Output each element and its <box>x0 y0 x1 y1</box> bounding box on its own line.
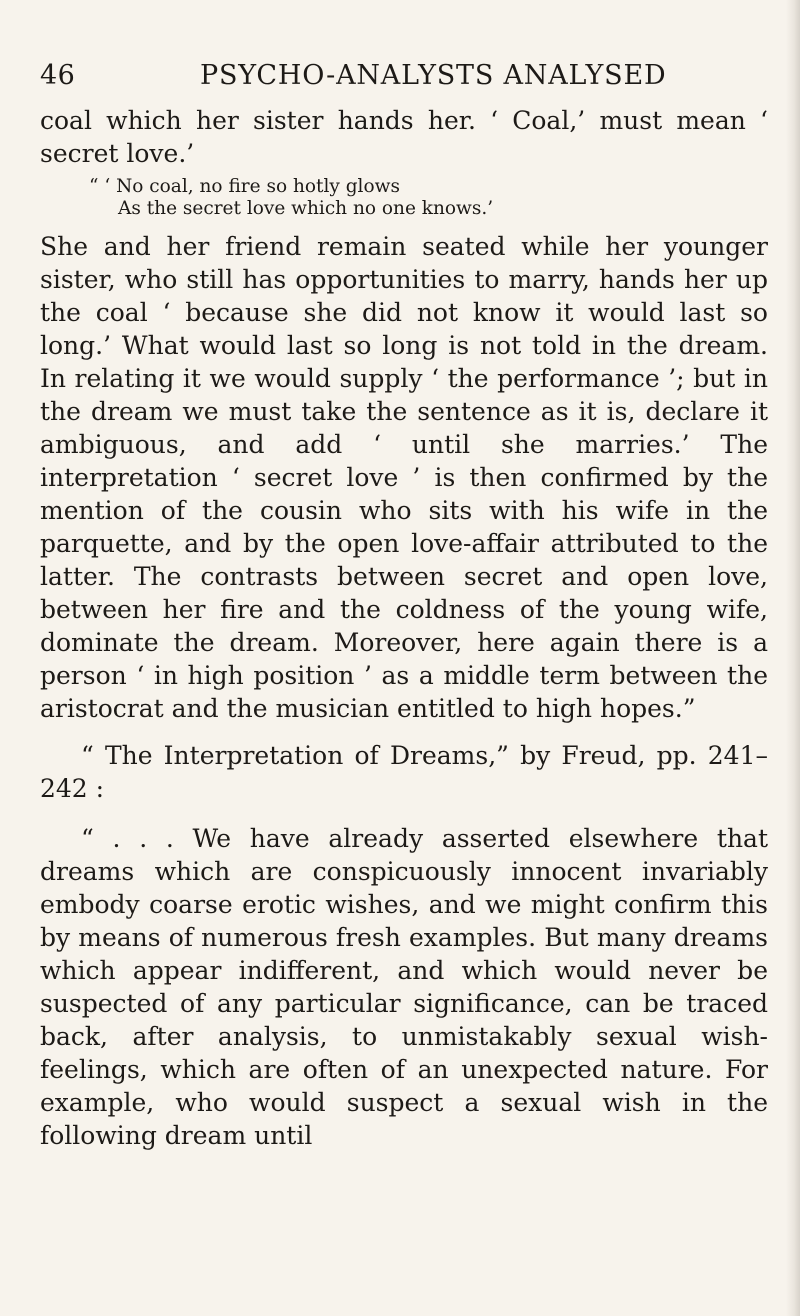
body-text <box>40 104 768 1152</box>
verse-quote <box>89 176 768 220</box>
page-number: 46 <box>40 60 76 91</box>
paragraph-citation: “ The Interpretation of Dreams,” by Freud, pp. 241–242 : <box>40 741 768 803</box>
paragraph-quotation: “ . . . We have already asserted elsewhere that dreams which are conspicuously innocent invariably embody coarse erotic wishes, and we might confirm this by means of numerous fresh examples. But many dreams which appear indifferent, and which would never be suspected of any particular significance, can be traced back, after analysis, to unmistakably sexual wish-feelings, which are often of an unexpected nature. For example, who would suspect a sexual wish in the following dream until <box>40 824 768 1150</box>
verse-line-1: “ ‘ No coal, no fire so hotly glows <box>89 176 400 197</box>
running-head: PSYCHO-ANALYSTS ANALYSED <box>200 60 667 91</box>
paragraph-main: She and her friend remain seated while her younger sister, who still has opportunities to marry, hands her up the coal ‘ because she did not know it would last so long.’ What would last so long is not told in the dream. In relating it we would supply ‘ the performance ’; but in the dream we must take the sentence as it is, declare it ambiguous, and add ‘ until she marries.’ The interpretation ‘ secret love ’ is then confirmed by the mention of the cousin who sits with his wife in the parquette, and by the open love-affair attributed to the latter. The contrasts between secret and open love, between her fire and the coldness of the young wife, dominate the dream. Moreover, here again there is a person ‘ in high position ’ as a middle term between the aristocrat and the musician entitled to high hopes.” <box>40 232 768 723</box>
page-edge-shadow <box>786 0 800 1316</box>
paragraph-continued: coal which her sister hands her. ‘ Coal,’ must mean ‘ secret love.’ <box>40 106 768 168</box>
verse-line-2: As the secret love which no one knows.’ <box>118 198 494 219</box>
page-header <box>40 58 760 98</box>
